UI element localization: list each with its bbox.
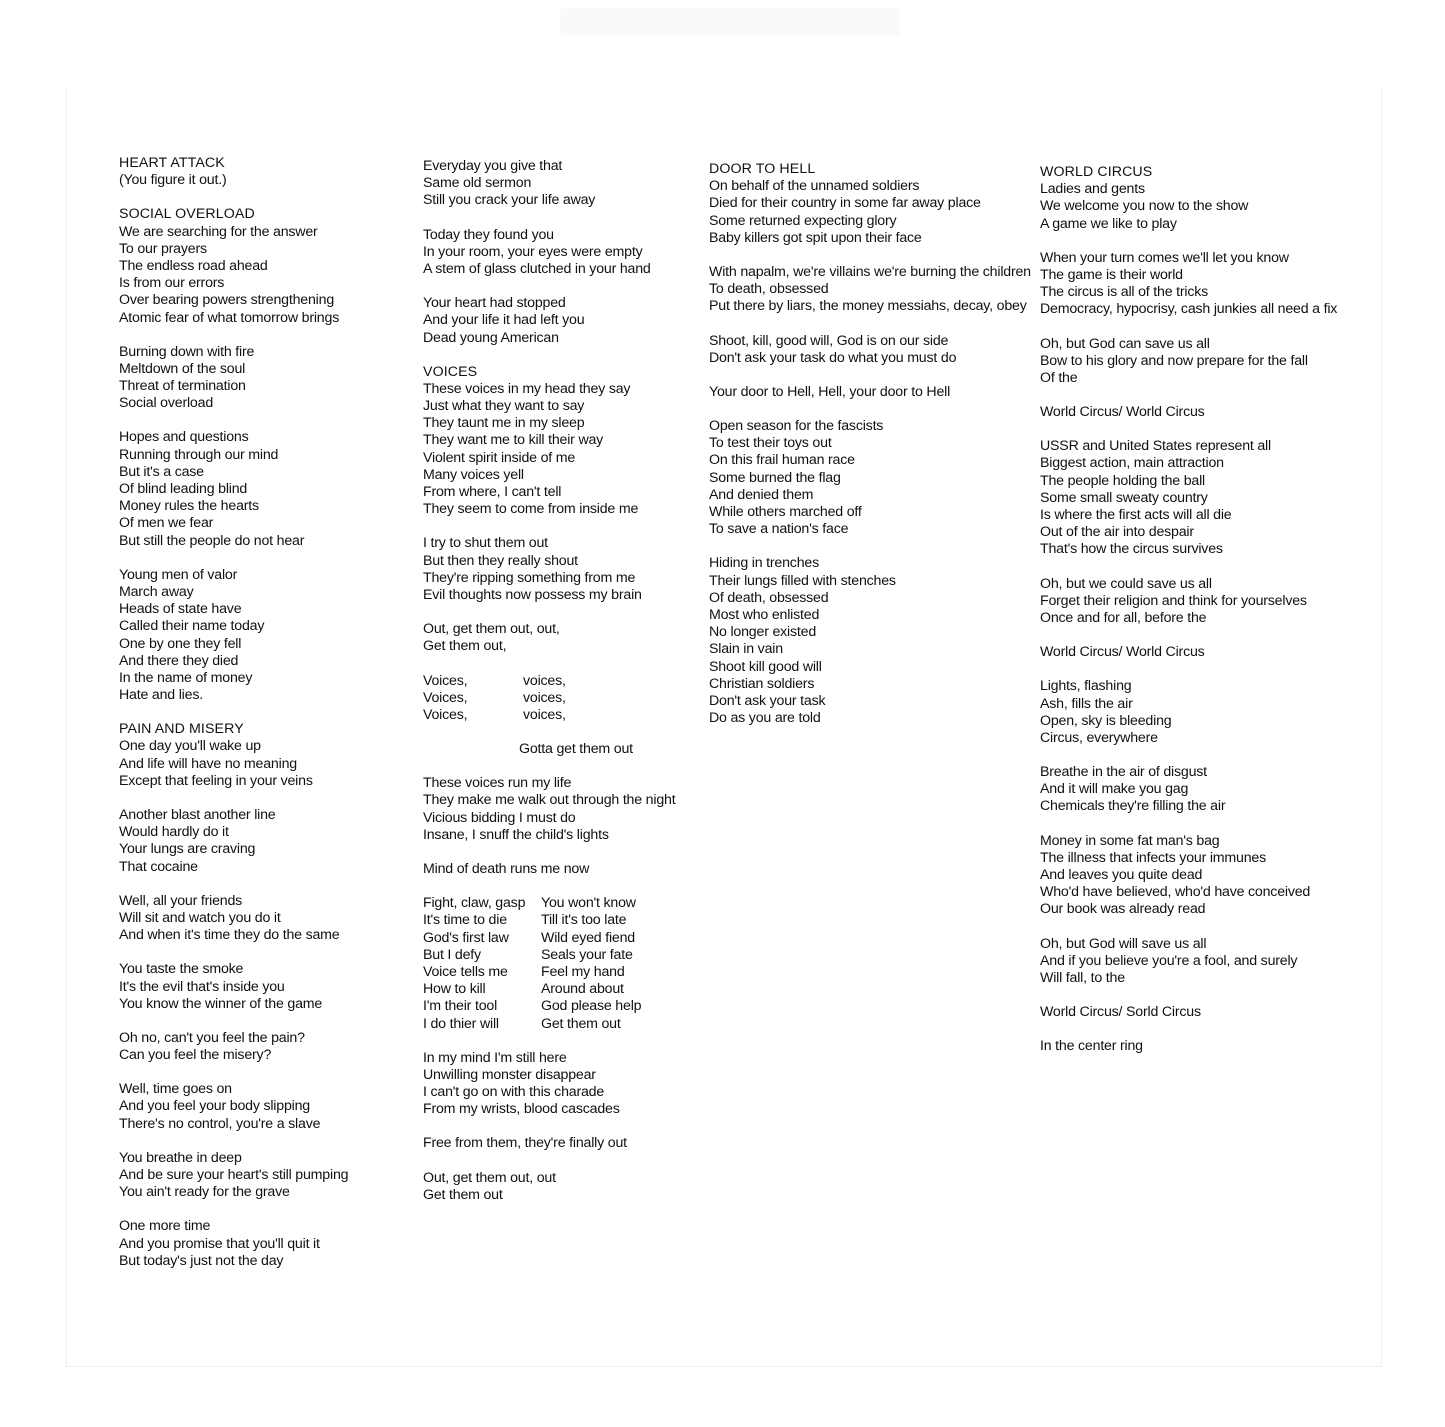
lyric-line: Baby killers got spit upon their face <box>709 229 922 246</box>
stanza-gap <box>423 518 675 535</box>
lyric-line: Lights, flashing <box>1040 678 1132 695</box>
lyric-line: Hate and lies. <box>119 687 203 704</box>
lyric-line: Atomic fear of what tomorrow brings <box>119 309 340 326</box>
lyric-line: Unwilling monster disappear <box>423 1066 596 1083</box>
lyric-line: But still the people do not hear <box>119 532 305 549</box>
voices-row <box>423 690 675 707</box>
lyric-line: I do thier will <box>423 1015 499 1032</box>
stanza-gap <box>119 1013 348 1030</box>
lyric-line: Of the <box>1040 369 1078 386</box>
lyric-line: And be sure your heart's still pumping <box>119 1167 349 1183</box>
lyric-line: To save a nation's face <box>709 521 849 538</box>
stanza-gap <box>1040 627 1337 644</box>
lyric-line: From where, I can't tell <box>423 484 562 500</box>
lyric-line: Called their name today <box>119 618 265 635</box>
lyric-line: No longer existed <box>709 624 817 641</box>
lyric-line: One day you'll wake up <box>119 738 261 755</box>
lyric-line: And you promise that you'll quit it <box>119 1235 320 1252</box>
lyric-line: Most who enlisted <box>709 606 820 623</box>
lyric-line: Your door to Hell, Hell, your door to Hell <box>709 383 951 400</box>
lyric-line: Hiding in trenches <box>709 555 819 572</box>
lyric-line: Died for their country in some far away place <box>709 195 981 212</box>
lyric-line: Open season for the fascists <box>709 418 884 435</box>
lyric-line: Oh, but we could save us all <box>1040 575 1212 592</box>
lyric-line: Christian soldiers <box>709 675 815 692</box>
lyric-line: World Circus/ World Circus <box>1040 644 1205 661</box>
lyric-line: Oh, but God will save us all <box>1040 935 1207 952</box>
lyric-line: When your turn comes we'll let you know <box>1040 249 1289 266</box>
lyric-line: In your room, your eyes were empty <box>423 243 643 260</box>
lyric-line: In the center ring <box>1040 1038 1143 1055</box>
lyric-line: Shoot kill good will <box>709 658 822 675</box>
stanza-gap <box>423 656 675 673</box>
lyric-line: Democracy, hypocrisy, cash junkies all need a fix <box>1040 301 1338 318</box>
song-title: VOICES <box>423 363 478 380</box>
lyric-line: But then they really shout <box>423 552 578 569</box>
lyric-line: And leaves you quite dead <box>1040 867 1203 883</box>
lyric-pair-row <box>423 998 675 1015</box>
lyric-pair-row <box>423 930 675 947</box>
lyric-line: From my wrists, blood cascades <box>423 1101 620 1118</box>
lyric-line: Voices, <box>423 706 468 723</box>
lyric-line: Will sit and watch you do it <box>119 909 281 926</box>
stanza-gap <box>709 367 1031 384</box>
lyric-line: Threat of termination <box>119 378 246 395</box>
lyric-line: To death, obsessed <box>709 281 829 298</box>
lyric-line: Would hardly do it <box>119 824 229 841</box>
lyric-line: Feel my hand <box>541 963 625 980</box>
lyric-line: Open, sky is bleeding <box>1040 712 1172 729</box>
lyric-line: Gotta get them out <box>519 741 633 758</box>
song-title: WORLD CIRCUS <box>1040 164 1153 180</box>
voices-row <box>423 707 675 724</box>
lyric-line: Free from them, they're finally out <box>423 1135 627 1152</box>
song-title: PAIN AND MISERY <box>119 721 244 738</box>
lyric-line: In the name of money <box>119 669 253 686</box>
lyric-line: They seem to come from inside me <box>423 501 639 518</box>
song-title: HEART ATTACK <box>119 155 225 171</box>
lyric-line: I can't go on with this charade <box>423 1084 605 1101</box>
lyric-line: Wild eyed fiend <box>541 929 635 946</box>
stanza-gap <box>423 1118 675 1135</box>
lyric-line: Our book was already read <box>1040 901 1206 918</box>
voices-row <box>423 673 675 690</box>
lyric-line: Of death, obsessed <box>709 589 829 606</box>
lyric-line: There's no control, you're a slave <box>119 1115 321 1132</box>
stanza-gap <box>423 1153 675 1170</box>
stanza-gap <box>423 278 675 295</box>
lyric-line: Just what they want to say <box>423 398 585 415</box>
lyric-line: On this frail human race <box>709 452 855 469</box>
lyric-line: We are searching for the answer <box>119 223 318 240</box>
lyric-line: Some small sweaty country <box>1040 489 1208 506</box>
lyric-line: Out, get them out, out, <box>423 621 560 638</box>
lyric-line: (You figure it out.) <box>119 172 227 189</box>
lyric-line: Some burned the flag <box>709 469 841 486</box>
lyric-line: That's how the circus survives <box>1040 541 1223 558</box>
lyric-line: You ain't ready for the grave <box>119 1184 290 1201</box>
lyric-line: You won't know <box>541 895 636 912</box>
lyric-line: voices, <box>523 689 566 706</box>
lyric-line: Today they found you <box>423 226 554 243</box>
stanza-gap <box>119 1064 348 1081</box>
stanza-gap <box>1040 233 1337 250</box>
lyric-line: They make me walk out through the night <box>423 792 676 809</box>
lyric-line: But I defy <box>423 946 481 963</box>
lyric-line: Out of the air into despair <box>1040 524 1194 541</box>
lyric-line: Burning down with fire <box>119 343 255 360</box>
lyric-line: Can you feel the misery? <box>119 1047 272 1064</box>
lyric-line: The endless road ahead <box>119 257 268 274</box>
stanza-gap <box>1040 816 1337 833</box>
stanza-gap <box>423 604 675 621</box>
stanza-gap <box>119 412 348 429</box>
song-title: DOOR TO HELL <box>709 161 816 177</box>
top-shadow <box>560 8 900 36</box>
lyric-line: Voices, <box>423 689 468 706</box>
lyric-line: To our prayers <box>119 240 207 257</box>
lyric-line: Don't ask your task <box>709 692 826 709</box>
lyric-line: They want me to kill their way <box>423 432 604 449</box>
lyric-line: Get them out <box>541 1015 621 1032</box>
lyric-line: Shoot, kill, good will, God is on our side <box>709 332 949 349</box>
lyric-line: And when it's time they do the same <box>119 927 340 944</box>
lyric-line: Another blast another line <box>119 807 276 823</box>
lyric-line: These voices in my head they say <box>423 380 631 397</box>
lyric-line: Breathe in the air of disgust <box>1040 764 1207 781</box>
lyric-line: And your life it had left you <box>423 312 585 329</box>
lyric-line: Hopes and questions <box>119 429 249 446</box>
lyric-pair-row <box>423 964 675 981</box>
lyric-line: Heads of state have <box>119 601 242 618</box>
lyric-line: World Circus/ World Circus <box>1040 404 1205 421</box>
lyric-pair-row <box>423 912 675 929</box>
lyric-line: Voice tells me <box>423 963 508 980</box>
lyric-line: Well, time goes on <box>119 1081 232 1098</box>
lyric-line: Don't ask your task do what you must do <box>709 349 957 366</box>
lyric-line: Chemicals they're filling the air <box>1040 798 1226 815</box>
stanza-gap <box>709 247 1031 264</box>
lyric-line: World Circus/ Sorld Circus <box>1040 1004 1201 1021</box>
lyric-line: And there they died <box>119 652 239 669</box>
lyric-line: Forget their religion and think for yourselves <box>1040 592 1307 609</box>
lyric-line: USSR and United States represent all <box>1040 438 1271 455</box>
lyric-line: Voices, <box>423 672 468 689</box>
lyric-line: And if you believe you're a fool, and surely <box>1040 952 1298 969</box>
lyric-line: Mind of death runs me now <box>423 861 590 877</box>
lyric-line: Some returned expecting glory <box>709 212 897 229</box>
lyric-line: Fight, claw, gasp <box>423 895 526 912</box>
stanza-gap <box>119 704 348 721</box>
lyric-line: Once and for all, before the <box>1040 609 1207 626</box>
column-3 <box>709 161 1031 727</box>
lyric-line: Get them out <box>423 1186 503 1203</box>
lyric-line: Of men we fear <box>119 515 214 532</box>
stanza-gap <box>423 844 675 861</box>
column-1 <box>119 155 348 1270</box>
stanza-gap <box>119 944 348 961</box>
stanza-gap <box>423 1033 675 1050</box>
lyric-line: We welcome you now to the show <box>1040 198 1249 215</box>
lyric-pair-row <box>423 895 675 912</box>
lyric-line: Dead young American <box>423 329 559 346</box>
lyric-line: They taunt me in my sleep <box>423 415 585 432</box>
stanza-gap <box>1040 559 1337 576</box>
lyric-line: Is where the first acts will all die <box>1040 507 1232 523</box>
lyric-line: One by one they fell <box>119 635 242 652</box>
lyric-line: Evil thoughts now possess my brain <box>423 586 642 603</box>
lyric-line: Out, get them out, out <box>423 1169 556 1186</box>
stanza-gap <box>423 878 675 895</box>
lyric-line: Meltdown of the soul <box>119 360 246 377</box>
lyric-line: Of blind leading blind <box>119 481 248 497</box>
lyric-line: Everyday you give that <box>423 158 563 174</box>
lyric-line: With napalm, we're villains we're burning the children <box>709 263 1031 280</box>
lyric-line: I try to shut them out <box>423 535 548 552</box>
stanza-gap <box>423 758 675 775</box>
lyric-line: These voices run my life <box>423 775 572 792</box>
lyric-line: Except that feeling in your veins <box>119 772 313 789</box>
lyric-line: And denied them <box>709 486 814 503</box>
stanza-gap <box>423 724 675 741</box>
lyric-line: A game we like to play <box>1040 215 1177 232</box>
lyric-line: God please help <box>541 998 642 1015</box>
lyric-line: Your lungs are craving <box>119 841 256 858</box>
lyric-line: That cocaine <box>119 858 198 875</box>
stanza-gap <box>1040 661 1337 678</box>
lyric-line: Bow to his glory and now prepare for the fall <box>1040 352 1308 369</box>
lyric-line: To test their toys out <box>709 435 832 452</box>
stanza-gap <box>119 1201 348 1218</box>
stanza-gap <box>1040 1021 1337 1038</box>
column-2 <box>423 158 675 1204</box>
lyric-pair-row <box>423 947 675 964</box>
lyric-line: The people holding the ball <box>1040 472 1205 489</box>
lyric-line: You taste the smoke <box>119 961 244 978</box>
lyric-line: On behalf of the unnamed soldiers <box>709 178 920 195</box>
stanza-gap <box>709 316 1031 333</box>
lyric-line: And you feel your body slipping <box>119 1098 310 1115</box>
stanza-gap <box>709 401 1031 418</box>
lyric-line: The illness that infects your immunes <box>1040 849 1267 866</box>
lyric-line: And it will make you gag <box>1040 781 1189 798</box>
lyric-line: Will fall, to the <box>1040 969 1125 986</box>
stanza-gap <box>119 790 348 807</box>
lyric-line: While others marched off <box>709 504 862 520</box>
lyric-line: Social overload <box>119 395 214 412</box>
lyric-line: Who'd have believed, who'd have conceived <box>1040 884 1311 901</box>
lyric-line: Get them out, <box>423 638 507 655</box>
lyric-line: March away <box>119 583 194 600</box>
lyric-line: How to kill <box>423 981 486 998</box>
lyric-line: Running through our mind <box>119 446 279 463</box>
lyric-line: Do as you are told <box>709 710 821 727</box>
stanza-gap <box>119 327 348 344</box>
lyric-line: Seals your fate <box>541 946 633 963</box>
stanza-gap <box>709 538 1031 555</box>
stanza-gap <box>119 1133 348 1150</box>
song-title: SOCIAL OVERLOAD <box>119 206 255 223</box>
lyric-line: One more time <box>119 1218 211 1235</box>
lyric-line: Till it's too late <box>541 912 627 929</box>
lyric-line: The game is their world <box>1040 266 1183 283</box>
lyric-line: It's time to die <box>423 912 507 929</box>
lyric-line: Young men of valor <box>119 566 238 583</box>
stanza-gap <box>119 189 348 206</box>
lyric-line: Violent spirit inside of me <box>423 449 576 466</box>
lyric-line: Insane, I snuff the child's lights <box>423 826 609 843</box>
lyric-line: You know the winner of the game <box>119 995 323 1012</box>
lyric-line: But today's just not the day <box>119 1252 284 1269</box>
lyric-line: The circus is all of the tricks <box>1040 284 1209 301</box>
lyric-line: Ladies and gents <box>1040 181 1145 198</box>
lyric-line: voices, <box>523 672 566 689</box>
stanza-gap <box>423 347 675 364</box>
lyric-line: Slain in vain <box>709 641 783 658</box>
lyric-line: Many voices yell <box>423 466 524 483</box>
lyric-line: A stem of glass clutched in your hand <box>423 260 651 277</box>
lyric-line: Vicious bidding I must do <box>423 809 576 826</box>
lyric-line: They're ripping something from me <box>423 569 636 586</box>
lyric-pair-row <box>423 981 675 998</box>
lyric-line: Their lungs filled with stenches <box>709 572 896 589</box>
column-4 <box>1040 164 1337 1056</box>
lyric-line: Around about <box>541 981 624 998</box>
stanza-gap <box>1040 747 1337 764</box>
lyric-line: Your heart had stopped <box>423 295 566 312</box>
lyric-line: Put there by liars, the money messiahs, decay, obey <box>709 298 1027 315</box>
lyric-line: Is from our errors <box>119 275 225 292</box>
lyric-line: Money in some fat man's bag <box>1040 832 1220 849</box>
stanza-gap <box>1040 319 1337 336</box>
lyric-line: Well, all your friends <box>119 892 243 909</box>
lyric-line: Oh no, can't you feel the pain? <box>119 1029 305 1046</box>
lyric-line: Ash, fills the air <box>1040 695 1133 712</box>
stanza-gap <box>423 210 675 227</box>
stanza-gap <box>1040 387 1337 404</box>
lyric-line: Still you crack your life away <box>423 192 596 209</box>
lyric-line: I'm their tool <box>423 998 498 1015</box>
stanza-gap <box>1040 421 1337 438</box>
lyric-line: Biggest action, main attraction <box>1040 455 1224 472</box>
lyric-line: Oh, but God can save us all <box>1040 335 1210 352</box>
stanza-gap <box>1040 919 1337 936</box>
stanza-gap <box>1040 987 1337 1004</box>
lyric-line: voices, <box>523 706 566 723</box>
stanza-gap <box>119 550 348 567</box>
stanza-gap <box>119 876 348 893</box>
lyric-line: But it's a case <box>119 463 204 480</box>
lyric-line: Circus, everywhere <box>1040 729 1158 746</box>
lyric-line: In my mind I'm still here <box>423 1049 567 1066</box>
lyric-line: And life will have no meaning <box>119 755 297 772</box>
lyric-line: You breathe in deep <box>119 1149 242 1166</box>
lyric-line: Same old sermon <box>423 175 532 192</box>
lyric-line: It's the evil that's inside you <box>119 978 285 995</box>
lyric-line: God's first law <box>423 929 509 946</box>
lyric-line: Money rules the hearts <box>119 498 259 515</box>
lyric-line: Over bearing powers strengthening <box>119 292 335 309</box>
lyric-pair-row <box>423 1016 675 1033</box>
